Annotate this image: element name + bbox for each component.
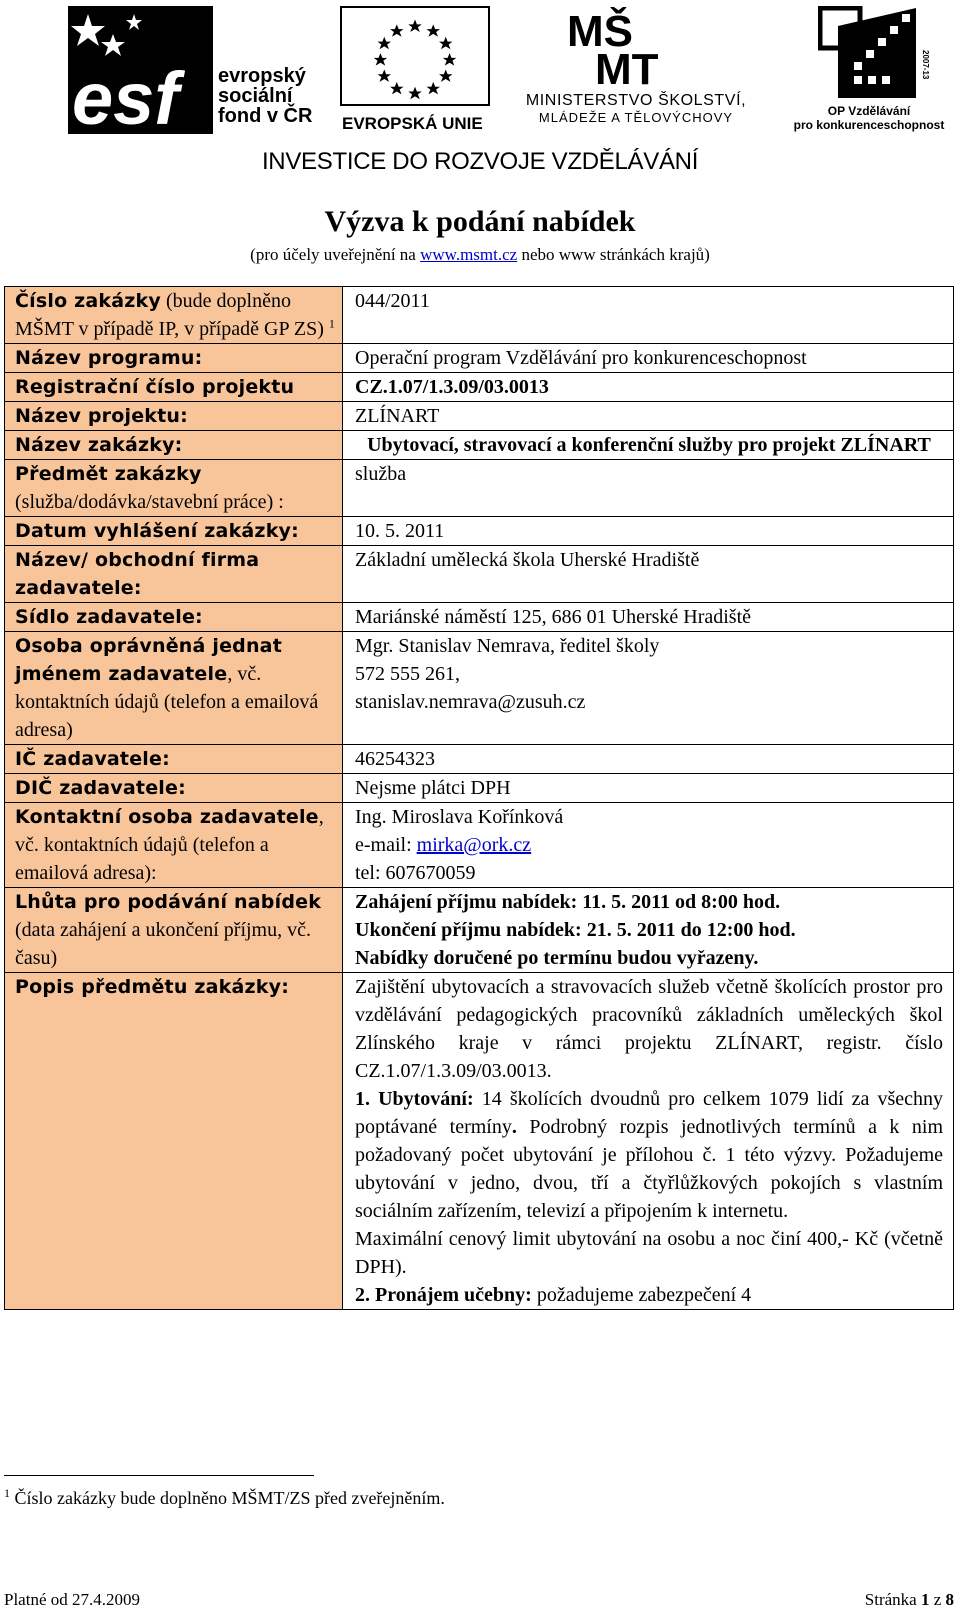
contact-email: stanislav.nemrava@zusuh.cz <box>355 691 586 713</box>
label-bold: Registrační číslo projektu <box>15 376 295 398</box>
footer-validity: Platné od 27.4.2009 <box>4 1590 140 1609</box>
row-value: Operační program Vzdělávání pro konkurenceschopnost <box>343 344 954 373</box>
row-label <box>5 546 343 603</box>
label-bold: Název programu: <box>15 347 203 369</box>
row-value: Ubytovací, stravovací a konferenční služby pro projekt ZLÍNART <box>343 431 954 460</box>
description-text: 14 školících dvoudnů pro celkem 1079 lidí za všechny poptávané termíny <box>355 1088 943 1138</box>
label-rest: (data zahájení a ukončení příjmu, vč. času) <box>15 919 311 969</box>
table-row <box>5 774 954 803</box>
table-row <box>5 517 954 546</box>
table-row <box>5 632 954 745</box>
page-prefix: Stránka <box>864 1590 921 1609</box>
description-paragraph <box>355 1085 943 1225</box>
table-row <box>5 973 954 1310</box>
page-total: 8 <box>945 1590 954 1609</box>
row-label <box>5 373 343 402</box>
svg-text:MŠ: MŠ <box>567 7 633 56</box>
svg-text:MT: MT <box>595 45 659 86</box>
op-line-1: OP Vzdělávání <box>827 104 911 118</box>
row-value: služba <box>343 460 954 517</box>
label-rest: , vč. kontaktních údajů (telefon a emailová adresa) <box>15 663 319 741</box>
row-label <box>5 888 343 973</box>
row-value <box>343 888 954 973</box>
row-value <box>343 803 954 888</box>
msmt-line-1: MINISTERSTVO ŠKOLSTVÍ, <box>525 92 747 109</box>
row-value: ZLÍNART <box>343 402 954 431</box>
footnote-number: 1 <box>4 1486 10 1500</box>
description-heading: 2. Pronájem učebny: <box>355 1284 532 1306</box>
footnote-text: Číslo zakázky bude doplněno MŠMT/ZS před zveřejněním. <box>10 1488 445 1508</box>
row-value <box>343 973 954 1310</box>
label-bold: Název projektu: <box>15 405 188 427</box>
eu-flag-icon <box>340 6 490 106</box>
email-link[interactable]: mirka@ork.cz <box>416 834 532 856</box>
deadline-note: Nabídky doručené po termínu budou vyřazeny. <box>355 947 759 969</box>
table-row <box>5 603 954 632</box>
row-value: CZ.1.07/1.3.09/03.0013 <box>343 373 954 402</box>
label-bold: Osoba oprávněná jednat jménem zadavatele <box>15 635 282 685</box>
deadline-end: Ukončení příjmu nabídek: 21. 5. 2011 do 12:00 hod. <box>355 919 796 941</box>
contact-name: Ing. Miroslava Kořínková <box>355 806 564 828</box>
svg-text:esf: esf <box>72 57 179 134</box>
row-label <box>5 745 343 774</box>
esf-line-1: evropský <box>218 65 306 87</box>
subtitle-prefix: (pro účely uveřejnění na <box>250 245 421 264</box>
msmt-link[interactable]: www.msmt.cz <box>420 245 518 264</box>
esf-line-3: fond v ČR <box>218 105 313 127</box>
row-value: Nejsme plátci DPH <box>343 774 954 803</box>
row-label <box>5 431 343 460</box>
op-years: 2007-13 <box>921 50 930 80</box>
op-logo <box>780 6 958 136</box>
row-value: 46254323 <box>343 745 954 774</box>
tender-table <box>4 286 954 1310</box>
table-row <box>5 888 954 973</box>
op-wordmark <box>780 104 958 132</box>
row-value: Mariánské náměstí 125, 686 01 Uherské Hradiště <box>343 603 954 632</box>
row-value: 044/2011 <box>343 287 954 344</box>
label-bold: DIČ zadavatele: <box>15 777 186 799</box>
msmt-line-2: MLÁDEŽE A TĚLOVÝCHOVY <box>538 110 734 125</box>
row-value: 10. 5. 2011 <box>343 517 954 546</box>
row-label <box>5 603 343 632</box>
subtitle-suffix: nebo www stránkách krajů) <box>517 245 710 264</box>
eu-wordmark: EVROPSKÁ UNIE <box>342 114 483 133</box>
label-bold: Název zakázky: <box>15 434 183 456</box>
row-label <box>5 460 343 517</box>
table-row <box>5 546 954 603</box>
esf-line-2: sociální <box>218 85 293 107</box>
description-paragraph <box>355 1281 943 1309</box>
page-title: Výzva k podání nabídek <box>324 205 636 238</box>
footnote <box>4 1488 445 1509</box>
contact-email <box>355 831 943 859</box>
page-number <box>865 1590 954 1610</box>
page-current: 1 <box>920 1590 930 1609</box>
label-bold: IČ zadavatele: <box>15 748 170 770</box>
description-dot: . <box>511 1116 517 1138</box>
row-label <box>5 973 343 1310</box>
label-bold: Popis předmětu zakázky: <box>15 976 289 998</box>
email-prefix: e-mail: <box>355 834 417 856</box>
label-bold: Sídlo zadavatele: <box>15 606 203 628</box>
op-line-2: pro konkurenceschopnost <box>793 118 945 132</box>
label-bold: Předmět zakázky <box>15 463 202 485</box>
op-mark-icon <box>818 6 918 98</box>
label-bold: Kontaktní osoba zadavatele <box>15 806 319 828</box>
label-bold: Číslo zakázky <box>15 290 161 312</box>
label-rest: , vč. kontaktních údajů (telefon a emailová adresa): <box>15 806 324 884</box>
row-label <box>5 402 343 431</box>
row-label <box>5 517 343 546</box>
row-label <box>5 632 343 745</box>
deadline-start: Zahájení příjmu nabídek: 11. 5. 2011 od 8:00 hod. <box>355 891 781 913</box>
footnote-ref: 1 <box>328 316 335 331</box>
banner: INVESTICE DO ROZVOJE VZDĚLÁVÁNÍ <box>261 148 699 175</box>
table-row <box>5 803 954 888</box>
table-row <box>5 287 954 344</box>
row-label <box>5 803 343 888</box>
contact-phone: tel: 607670059 <box>355 862 476 884</box>
description-paragraph: Maximální cenový limit ubytování na osobu a noc činí 400,- Kč (včetně DPH). <box>355 1228 943 1278</box>
description-heading: 1. Ubytování: <box>355 1088 474 1110</box>
row-value <box>343 632 954 745</box>
table-row <box>5 745 954 774</box>
msmt-mark-icon <box>565 6 695 86</box>
description-paragraph: Zajištění ubytovacích a stravovacích služeb včetně školících prostor pro vzdělávání pedagogických pracovníků základních uměleckých škol Zlínského kraje v rámci projektu ZLÍNART, registr. číslo CZ.1.07/1.3.09/03.0013. <box>355 976 943 1082</box>
esf-mark-icon <box>68 6 213 134</box>
label-bold: Datum vyhlášení zakázky: <box>15 520 299 542</box>
table-row <box>5 402 954 431</box>
row-label <box>5 774 343 803</box>
contact-name: Mgr. Stanislav Nemrava, ředitel školy <box>355 635 660 657</box>
row-label <box>5 287 343 344</box>
esf-logo <box>68 6 333 136</box>
label-bold: Název/ obchodní firma zadavatele: <box>15 549 260 599</box>
page-of: z <box>929 1590 946 1609</box>
msmt-logo <box>505 6 775 136</box>
table-row <box>5 344 954 373</box>
row-label <box>5 344 343 373</box>
row-value: Základní umělecká škola Uherské Hradiště <box>343 546 954 603</box>
label-bold: Lhůta pro podávání nabídek <box>15 891 322 913</box>
subtitle <box>0 245 960 265</box>
label-rest: (bude doplněno MŠMT v případě IP, v případě GP ZS) <box>15 290 324 340</box>
table-row <box>5 373 954 402</box>
eu-logo <box>340 6 492 136</box>
contact-phone: 572 555 261, <box>355 663 460 685</box>
esf-wordmark <box>218 66 312 126</box>
table-row <box>5 431 954 460</box>
footnote-rule <box>4 1475 314 1476</box>
description-text: požadujeme zabezpečení 4 <box>531 1284 752 1306</box>
table-row <box>5 460 954 517</box>
label-rest: (služba/dodávka/stavební práce) : <box>15 491 284 513</box>
logo-strip <box>0 0 960 150</box>
description-text: Podrobný rozpis jednotlivých termínů a k nim požadovaný počet ubytování je přílohou č. 1 této výzvy. Požadujeme ubytování v jedno, dvou, tří a čtyřlůžkových pokojích s vlastním sociálním zařízením, televizí a připojením k internetu. <box>355 1116 943 1222</box>
msmt-wordmark <box>505 92 767 125</box>
